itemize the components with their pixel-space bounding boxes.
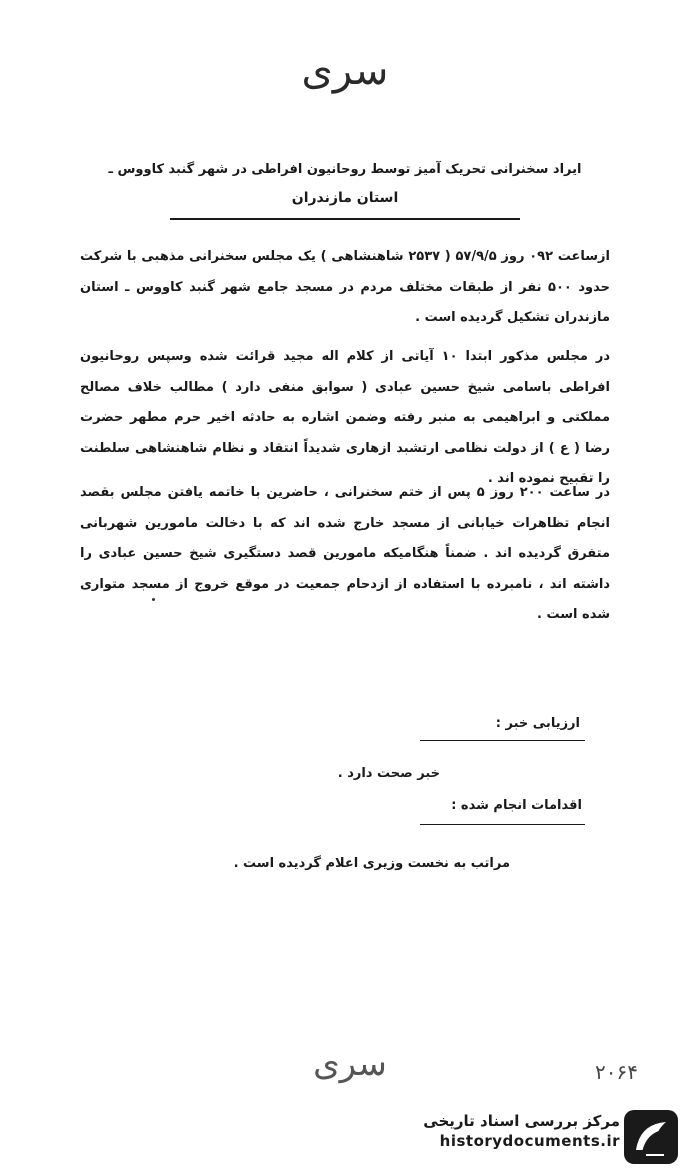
paragraph-meeting: ازساعت ۰۹۲ روز ۵۷/۹/۵ ( ۲۵۳۷ شاهنشاهی ) یک مجلس سخنرانی مذهبی با شرکت حدود ۵۰۰ نفر از طبقات مختلف مردم در مسجد جامع شهر گنبد کاووس ـ استان مازندران تشکیل گردیده است . bbox=[80, 249, 611, 325]
ink-speck bbox=[152, 598, 155, 601]
label-reported-to-pm: مراتب به نخست وزیری اعلام گردیده است . bbox=[233, 856, 510, 871]
classification-stamp-bottom: سری bbox=[313, 1044, 387, 1084]
paragraph-speakers: در مجلس مذکور ابتدا ۱۰ آیاتی از کلام اله مجید قرائت شده وسپس روحانیون افراطی باسامی شیخ حسین عبادی ( سوابق منفی دارد ) مطالب خلاف مصالح مملکتی و ابراهیمی به منبر رفته وضمن اشاره به حادثه اخیر حرم مطهر حضرت رضا ( ع ) از دولت نظامی ارتشبد ازهاری شدیداً انتقاد و نظام شاهنشاهی سلطنت را تقبیح نموده اند . bbox=[80, 349, 610, 486]
actions-taken-underline bbox=[420, 824, 585, 825]
brand-url: historydocuments.ir bbox=[439, 1132, 620, 1150]
label-actions-taken: اقدامات انجام شده : bbox=[451, 798, 582, 813]
paragraph-aftermath: در ساعت ۲۰۰ روز ۵ پس از ختم سخنرانی ، حاضرین با خاتمه یافتن مجلس بقصد انجام تظاهرات خیابانی از مسجد خارج شده اند که با دخالت مامورین شهربانی متفرق گردیده اند . ضمناً هنگامیکه مامورین قصد دستگیری شیخ حسین عبادی را داشته اند ، نامبرده با استفاده از ازدحام جمعیت در موقع خروج از مسجد متواری شده است . bbox=[80, 485, 610, 622]
brand-name: مرکز بررسی اسناد تاریخی bbox=[423, 1112, 620, 1130]
classification-stamp-top: سری bbox=[301, 48, 389, 94]
document-title: ایراد سخنرانی تحریک آمیز توسط روحانیون افراطی در شهر گنبد کاووس ـ bbox=[108, 162, 582, 177]
watermark-brand bbox=[400, 1112, 620, 1150]
title-underline bbox=[170, 218, 520, 220]
archive-logo-icon bbox=[624, 1110, 678, 1164]
source-evaluation-underline bbox=[420, 740, 585, 741]
label-source-evaluation: ارزیابی خبر : bbox=[495, 716, 580, 731]
label-news-veracity: خبر صحت دارد . bbox=[337, 766, 440, 781]
document-title-location: استان مازندران bbox=[291, 190, 399, 206]
page-number: ۲۰۶۴ bbox=[595, 1060, 638, 1084]
